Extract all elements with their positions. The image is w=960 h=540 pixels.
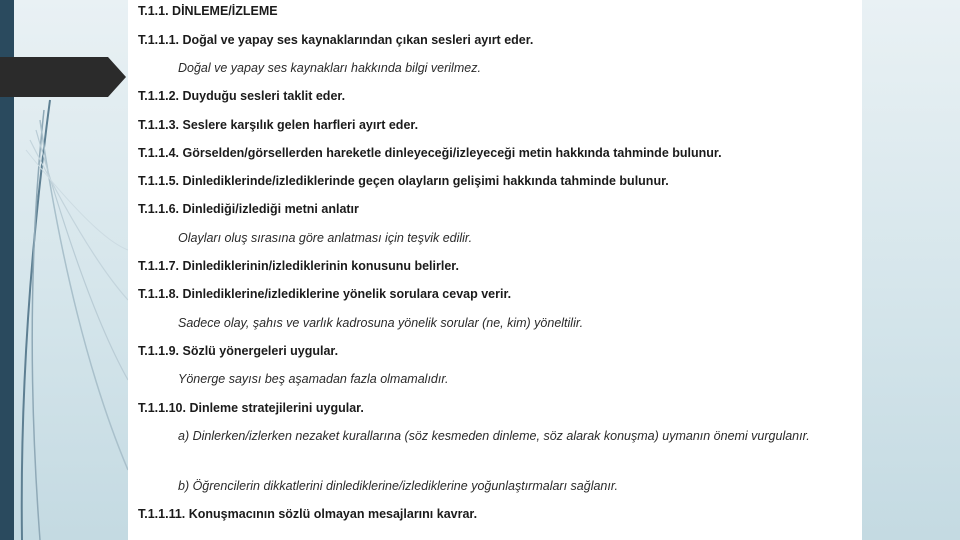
objective-7: T.1.1.7. Dinlediklerinin/izlediklerinin konusunu belirler. — [138, 259, 459, 273]
document-page — [128, 0, 862, 540]
objective-6: T.1.1.6. Dinlediği/izlediği metni anlatır — [138, 202, 359, 216]
note-8: Sadece olay, şahıs ve varlık kadrosuna yönelik sorular (ne, kim) yöneltilir. — [178, 316, 584, 330]
objective-8: T.1.1.8. Dinlediklerine/izlediklerine yönelik sorulara cevap verir. — [138, 287, 512, 301]
objective-10: T.1.1.10. Dinleme stratejilerini uygular. — [138, 401, 364, 415]
note-10b: b) Öğrencilerin dikkatlerini dinlediklerine/izlediklerine yoğunlaştırmaları sağlanır. — [178, 479, 619, 493]
objective-11: T.1.1.11. Konuşmacının sözlü olmayan mesajlarını kavrar. — [138, 507, 478, 521]
arrow-tab-shape — [0, 57, 126, 97]
note-9: Yönerge sayısı beş aşamadan fazla olmamalıdır. — [178, 372, 449, 386]
section-heading: T.1.1. DİNLEME/İZLEME — [138, 4, 278, 18]
objective-4: T.1.1.4. Görselden/görsellerden hareketle dinleyeceği/izleyeceği metin hakkında tahminde bulunur. — [138, 146, 722, 160]
objective-5: T.1.1.5. Dinlediklerinde/izlediklerinde geçen olayların gelişimi hakkında tahminde bulunur. — [138, 174, 669, 188]
note-6: Olayları oluş sırasına göre anlatması için teşvik edilir. — [178, 231, 473, 245]
note-10a: a) Dinlerken/izlerken nezaket kurallarına (söz kesmeden dinleme, söz alarak konuşma) uymanın önemi vurgulanır. — [178, 429, 810, 443]
objective-3: T.1.1.3. Seslere karşılık gelen harfleri ayırt eder. — [138, 118, 419, 132]
objective-9: T.1.1.9. Sözlü yönergeleri uygular. — [138, 344, 339, 358]
note-1: Doğal ve yapay ses kaynakları hakkında bilgi verilmez. — [178, 61, 481, 75]
objective-2: T.1.1.2. Duyduğu sesleri taklit eder. — [138, 89, 346, 103]
objective-1: T.1.1.1. Doğal ve yapay ses kaynaklarından çıkan sesleri ayırt eder. — [138, 33, 534, 47]
